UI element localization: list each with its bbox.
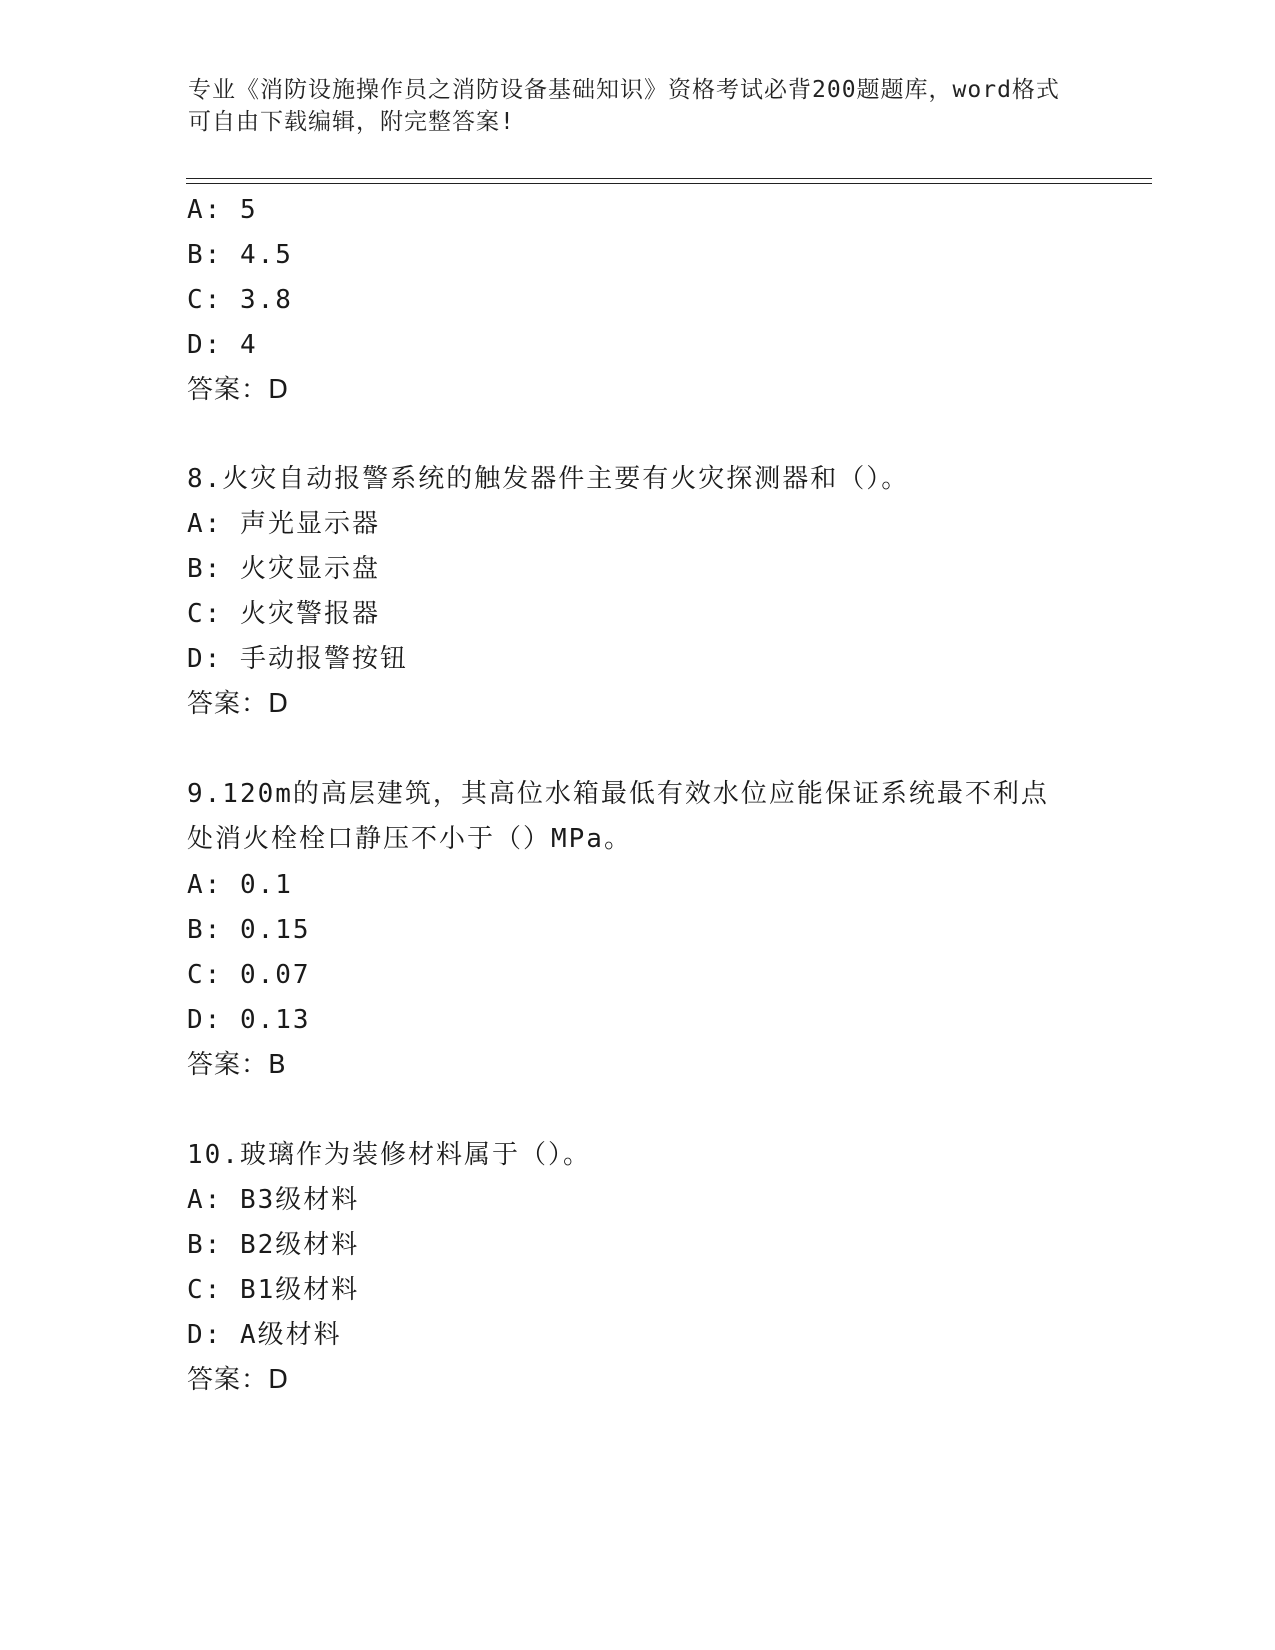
q9-option-a: A: 0.1 xyxy=(187,870,293,900)
header-divider-bottom xyxy=(186,183,1152,184)
q9-question: 9.120m的高层建筑，其高位水箱最低有效水位应能保证系统最不利点处消火栓栓口静压不小于（）MPa。 xyxy=(187,779,1049,854)
q7-answer: 答案：D xyxy=(187,375,290,405)
document-header: 专业《消防设施操作员之消防设备基础知识》资格考试必背200题题库，word格式可自由下载编辑，附完整答案! xyxy=(188,77,1060,135)
q10-option-b: B: B2级材料 xyxy=(187,1230,360,1260)
header-divider-top xyxy=(186,178,1152,179)
q8-option-d: D: 手动报警按钮 xyxy=(187,644,408,674)
q10-question: 10.玻璃作为装修材料属于（）。 xyxy=(187,1140,591,1170)
q8-option-b: B: 火灾显示盘 xyxy=(187,554,380,584)
q7-option-d: D: 4 xyxy=(187,330,258,360)
q7-option-a: A: 5 xyxy=(187,195,258,225)
q10-answer: 答案：D xyxy=(187,1365,290,1395)
q9-option-b: B: 0.15 xyxy=(187,915,311,945)
q10-option-d: D: A级材料 xyxy=(187,1320,342,1350)
q7-option-b: B: 4.5 xyxy=(187,240,293,270)
q9-option-d: D: 0.13 xyxy=(187,1005,311,1035)
q9-answer: 答案：B xyxy=(187,1050,287,1080)
q9-option-c: C: 0.07 xyxy=(187,960,311,990)
q8-option-a: A: 声光显示器 xyxy=(187,509,380,539)
q7-option-c: C: 3.8 xyxy=(187,285,293,315)
q8-option-c: C: 火灾警报器 xyxy=(187,599,380,629)
q10-option-a: A: B3级材料 xyxy=(187,1185,360,1215)
q8-question: 8.火灾自动报警系统的触发器件主要有火灾探测器和（）。 xyxy=(187,464,910,494)
q8-answer: 答案：D xyxy=(187,689,290,719)
q10-option-c: C: B1级材料 xyxy=(187,1275,360,1305)
